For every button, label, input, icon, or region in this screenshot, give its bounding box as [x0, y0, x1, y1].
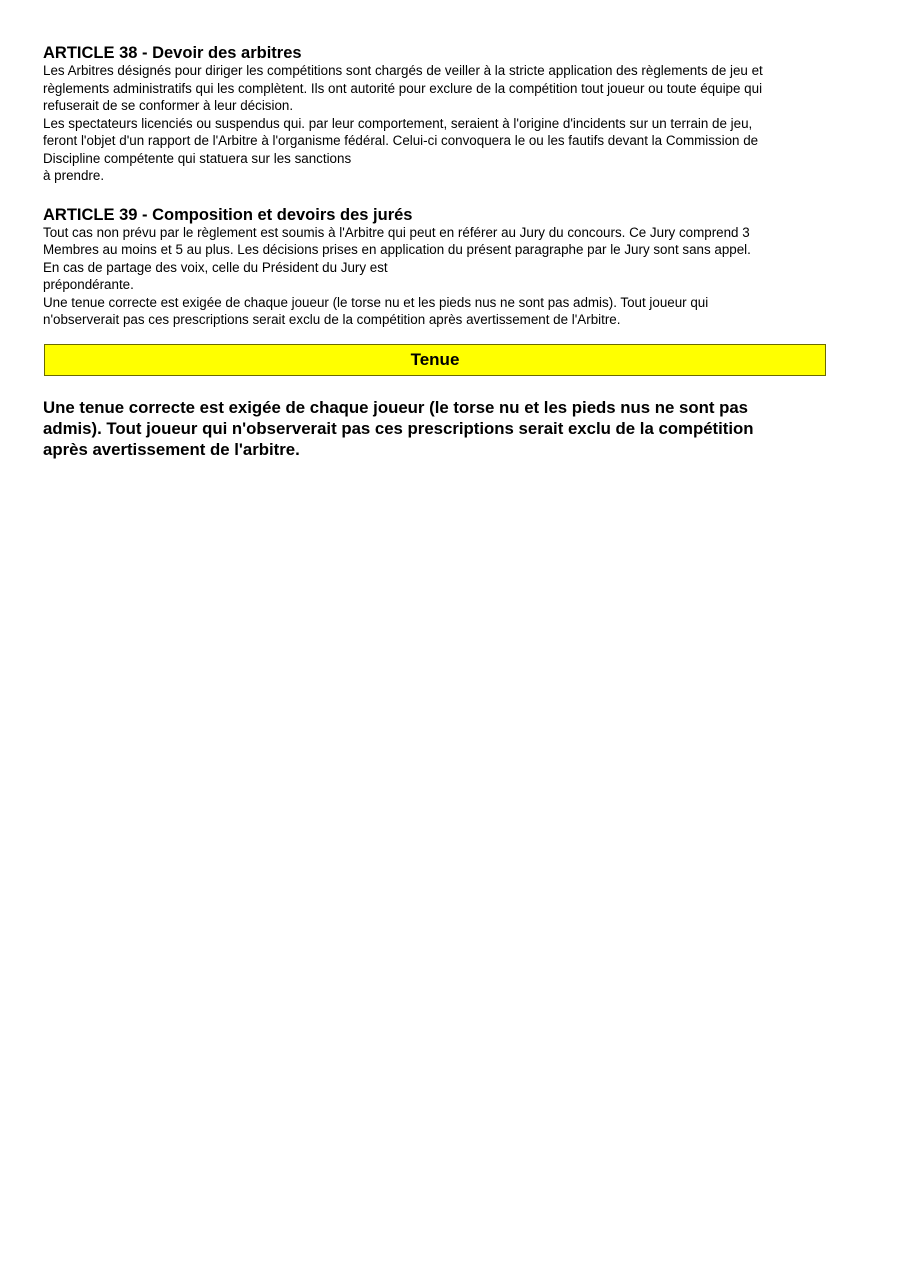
tenue-line: Une tenue correcte est exigée de chaque joueur (le torse nu et les pieds nus ne sont pas — [43, 398, 749, 417]
article-39-line: Membres au moins et 5 au plus. Les décisions prises en application du présent paragraphe par le Jury sont sans appel. — [43, 242, 751, 257]
article-38-line: Discipline compétente qui statuera sur les sanctions — [43, 150, 352, 166]
article-39-line: En cas de partage des voix, celle du Président du Jury est — [43, 259, 388, 275]
article-39-line: Une tenue correcte est exigée de chaque joueur (le torse nu et les pieds nus ne sont pas admis). Tout joueur qui — [43, 294, 709, 310]
section-spacer — [43, 185, 865, 206]
article-38 — [43, 44, 865, 185]
article-39-title: ARTICLE 39 - Composition et devoirs des jurés — [43, 205, 413, 224]
article-38-line: Les Arbitres désignés pour diriger les compétitions sont chargés de veiller à la stricte application des règlements de jeu et — [43, 63, 763, 78]
tenue-banner-label: Tenue — [410, 350, 460, 369]
tenue-line: après avertissement de l'arbitre. — [43, 440, 300, 459]
tenue-paragraph — [43, 397, 843, 460]
tenue-line: admis). Tout joueur qui n'observerait pas ces prescriptions serait exclu de la compétition — [43, 419, 754, 438]
article-38-line: feront l'objet d'un rapport de l'Arbitre à l'organisme fédéral. Celui-ci convoquera le ou les fautifs devant la Commission de — [43, 133, 759, 148]
article-38-line: refuserait de se conformer à leur décision. — [43, 98, 294, 113]
article-38-title: ARTICLE 38 - Devoir des arbitres — [43, 44, 302, 62]
article-38-line: à prendre. — [43, 168, 105, 183]
article-39-line: prépondérante. — [43, 277, 134, 292]
article-38-line: Les spectateurs licenciés ou suspendus qui. par leur comportement, seraient à l'origine d'incidents sur un terrain de jeu, — [43, 115, 753, 131]
article-38-line: règlements administratifs qui les complètent. Ils ont autorité pour exclure de la compétition tout joueur ou toute équipe qui — [43, 80, 763, 96]
article-39-body — [43, 224, 865, 329]
document-page — [43, 44, 865, 329]
article-39-line: Tout cas non prévu par le règlement est soumis à l'Arbitre qui peut en référer au Jury du concours. Ce Jury comprend 3 — [43, 224, 750, 240]
article-39-line: n'observerait pas ces prescriptions serait exclu de la compétition après avertissement de l'Arbitre. — [43, 312, 621, 327]
article-38-body — [43, 62, 865, 185]
tenue-banner — [44, 344, 826, 376]
article-39 — [43, 206, 865, 329]
